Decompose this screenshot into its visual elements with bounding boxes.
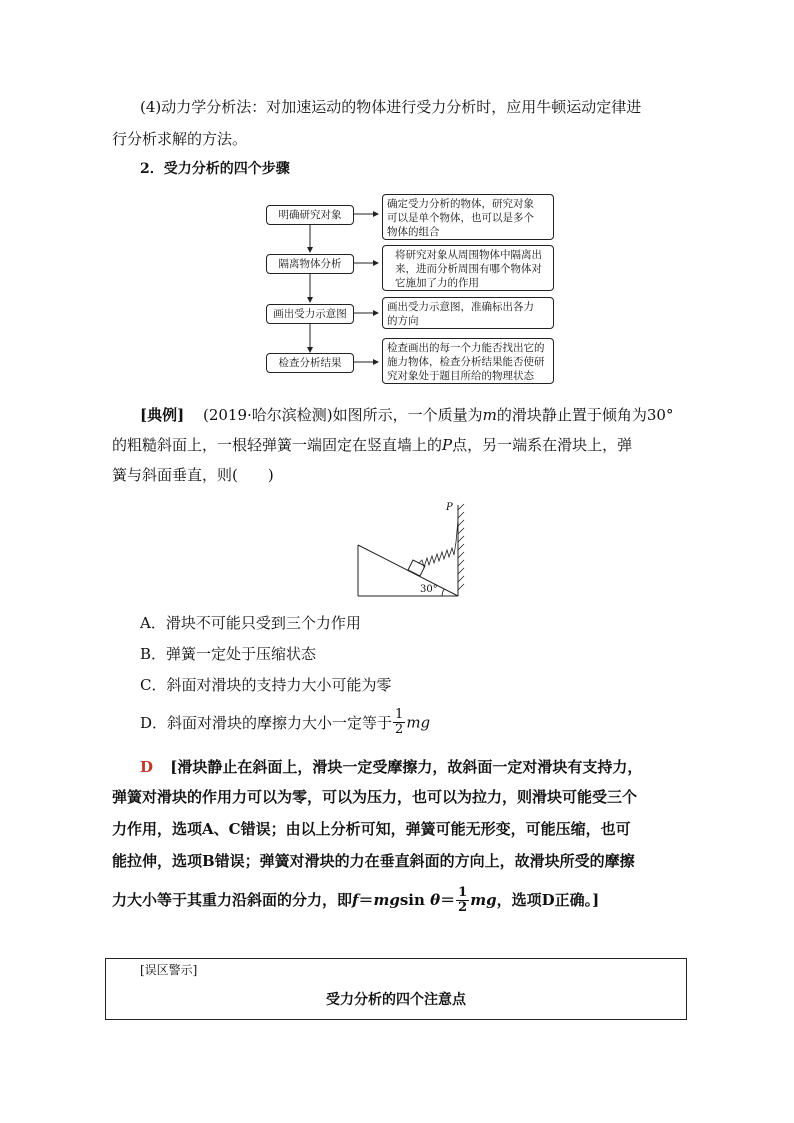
flowchart	[0, 0, 794, 400]
answer-eq-2: ＝	[440, 891, 456, 909]
incline-figure-svg	[350, 500, 480, 600]
option-d-text: D．斜面对滑块的摩擦力大小一定等于	[140, 714, 393, 732]
option-d-mg: mg	[406, 713, 431, 732]
warning-box	[105, 958, 687, 1020]
option-d-fraction	[393, 708, 405, 737]
answer-var-mg-2: mg	[470, 891, 497, 909]
option-d-numerator: 1	[395, 707, 404, 722]
intro-line-2: 行分析求解的方法。	[112, 130, 248, 148]
flow-step-1: 明确研究对象	[266, 205, 354, 225]
spring	[419, 520, 458, 567]
flow-desc-4-line-3: 究对象处于题目所给的物理状态	[387, 370, 534, 382]
answer-denominator: 2	[458, 899, 468, 915]
flow-desc-4-line-2: 施力物体，检查分析结果能否使研	[387, 356, 545, 368]
example-text-2a: 的粗糙斜面上，一根轻弹簧一端固定在竖直墙上的	[112, 436, 443, 454]
answer-fraction	[456, 886, 469, 915]
example-source: (2019·哈尔滨检测)	[202, 406, 333, 424]
wall-hatch	[458, 504, 464, 590]
flow-desc-3-line-1: 画出受力示意图，准确标出各力	[387, 301, 534, 313]
flow-desc-2-line-3: 它施加了力的作用	[395, 277, 479, 289]
option-d	[140, 708, 430, 737]
example-var-m: m	[482, 406, 497, 424]
flow-desc-2-line-1: 将研究对象从周围物体中隔离出	[395, 249, 542, 261]
angle-arc	[442, 589, 444, 596]
option-a: A．滑块不可能只受到三个力作用	[140, 614, 361, 632]
angle-label: 30°	[420, 584, 438, 595]
example-text-1a: 如图所示，一个质量为	[332, 406, 483, 424]
example-text-1b: 的滑块静止置于倾角为30°	[496, 406, 674, 424]
flow-desc-1-line-2: 可以是单个物体，也可以是多个	[387, 212, 534, 224]
flow-desc-1-line-3: 物体的组合	[387, 226, 440, 238]
answer-var-f: f	[352, 891, 359, 909]
flow-desc-3	[382, 297, 554, 329]
answer-numerator: 1	[458, 884, 468, 900]
point-p-label: P	[446, 502, 453, 513]
example-tag: [典例]	[140, 406, 185, 424]
flow-desc-2-line-2: 来，进而分析周围有哪个物体对	[395, 263, 542, 275]
warning-title: 受力分析的四个注意点	[326, 992, 466, 1008]
flow-desc-3-line-2: 的方向	[387, 315, 419, 327]
answer-eq-1: ＝	[358, 891, 374, 909]
answer-text-1: [滑块静止在斜面上，滑块一定受摩擦力，故斜面一定对滑块有支持力，	[170, 758, 643, 776]
option-c: C．斜面对滑块的支持力大小可能为零	[140, 676, 392, 694]
option-d-denominator: 2	[395, 722, 404, 737]
answer-line-3: 力作用，选项A、C错误；由以上分析可知，弹簧可能无形变，可能压缩，也可	[112, 820, 631, 838]
example-line-3: 簧与斜面垂直，则( )	[112, 466, 274, 484]
example-text-2b: 点，另一端系在滑块上，弹	[452, 436, 633, 454]
option-b: B．弹簧一定处于压缩状态	[140, 645, 317, 663]
answer-letter: D	[140, 758, 154, 776]
example-line-2	[112, 430, 632, 460]
flow-desc-4-line-1: 检查画出的每一个力能否找出它的	[387, 342, 545, 354]
answer-theta: θ	[430, 891, 441, 909]
flow-step-4: 检查分析结果	[266, 353, 354, 373]
intro-line-1: (4)动力学分析法：对加速运动的物体进行受力分析时，应用牛顿运动定律进	[140, 98, 642, 116]
section-title: 2．受力分析的四个步骤	[140, 161, 290, 177]
answer-line-5	[112, 884, 599, 915]
answer-var-mg: mg	[373, 891, 400, 909]
answer-text-5a: 力大小等于其重力沿斜面的分力，即	[112, 891, 353, 909]
answer-text-5b: ，选项D正确。]	[496, 891, 600, 909]
example-line-1	[140, 400, 673, 430]
example-var-p: P	[442, 436, 453, 454]
answer-sin: sin	[399, 891, 431, 909]
flow-desc-4	[382, 338, 554, 384]
incline-figure	[350, 500, 480, 600]
flow-desc-1-line-1: 确定受力分析的物体，研究对象	[387, 198, 534, 210]
flow-step-3: 画出受力示意图	[266, 304, 354, 324]
answer-line-1	[140, 752, 642, 782]
warning-tag: [误区警示]	[140, 963, 198, 977]
flow-desc-2	[382, 245, 554, 291]
flow-desc-1	[382, 194, 554, 240]
flow-step-2: 隔离物体分析	[266, 254, 354, 274]
answer-line-2: 弹簧对滑块的作用力可以为零，可以为压力，也可以为拉力，则滑块可能受三个	[112, 788, 638, 806]
answer-line-4: 能拉伸，选项B错误；弹簧对滑块的力在垂直斜面的方向上，故滑块所受的摩擦	[112, 852, 635, 870]
